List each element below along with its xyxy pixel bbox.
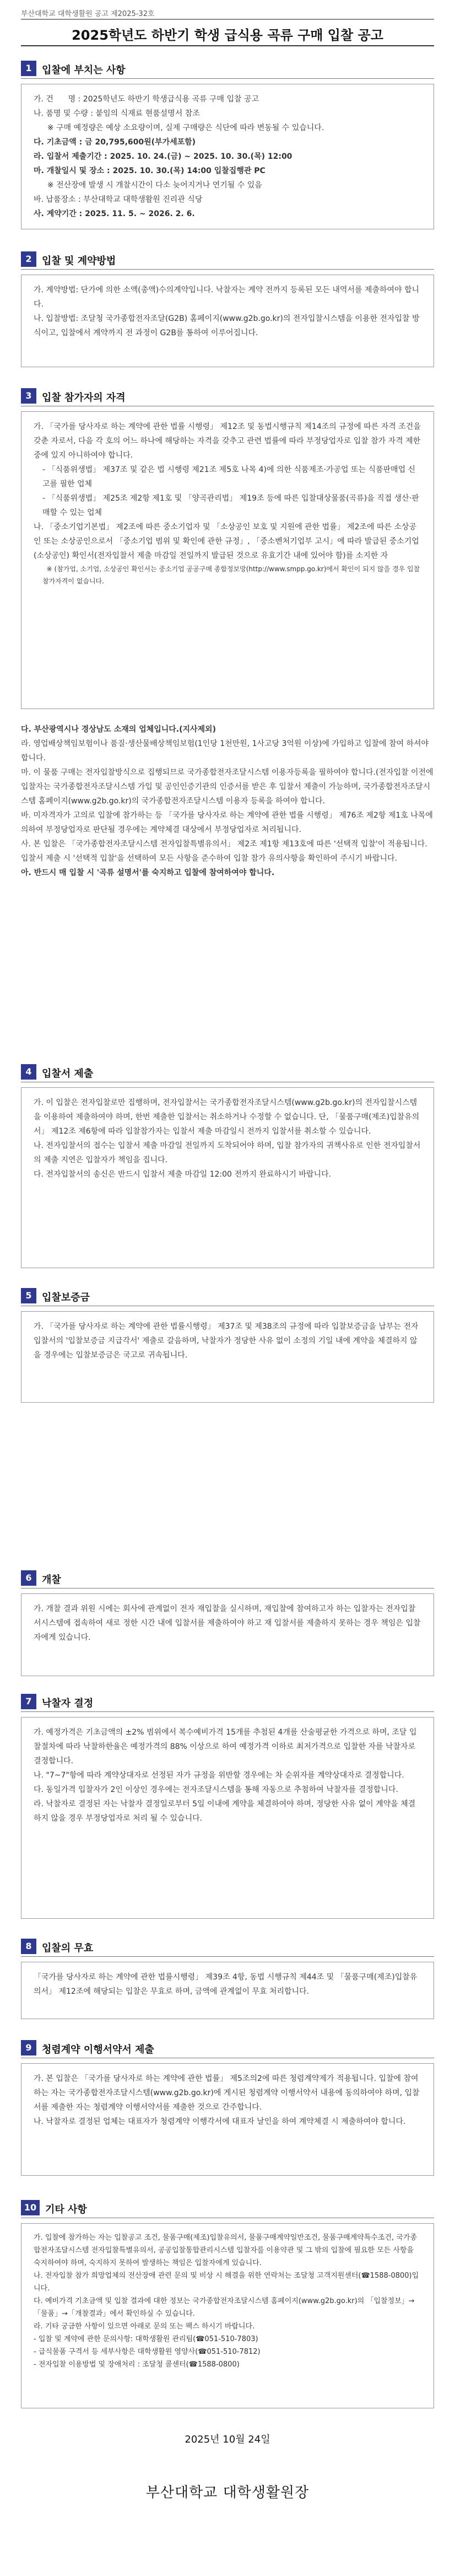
list-item: 가. 계약방법: 단가에 의한 소액(총액)수의계약입니다. 낙찰자는 계약 전까지 등록된 모든 내역서를 제출하여야 합니다. xyxy=(34,286,420,309)
section-divider xyxy=(21,1711,434,1712)
list-item: 바. 납품장소 : 부산대학교 대학생활원 진리관 식당 xyxy=(34,195,203,204)
section-divider xyxy=(21,1956,434,1957)
list-item: 나. 품명 및 수량 : 붙임의 식재료 현품설명서 참조 xyxy=(34,109,200,118)
section-number-badge: 7 xyxy=(21,1694,36,1709)
list-item: 다. 예비가격 기초금액 및 입찰 결과에 대한 정보는 국가종합전자조달시스템 홈페이지(www.g2b.go.kr)의 「입찰정보」→「물품」→「개찰결과」에서 확인하실 수 있습니다. xyxy=(34,2297,415,2318)
section-4-header xyxy=(21,1064,434,1081)
list-item: 라. 입찰서 제출기간 : 2025. 10. 24.(금) ~ 2025. 10. 30.(목) 12:00 xyxy=(34,152,292,161)
list-item: 사. 본 입찰은 「국가종합전자조달시스템 전자입찰특별유의서」 제2조 제1항 제13호에 따른 '선택적 입찰'이 적용됩니다. 입찰서 제출 시 '선택적 입찰'을 선택하여 모든 사항을 준수하여 입찰 참가 유의사항을 확인하여 주시기 바랍니다. xyxy=(21,840,430,863)
list-item: - 급식물품 구격서 등 세부사항은 대학생활원 영양사(☎051-510-7812) xyxy=(34,2348,261,2356)
section-5-box xyxy=(21,1311,434,1403)
section-8-box xyxy=(21,1962,434,2019)
list-item: ※ 전산장애 발생 시 개찰시간이 다소 늦어지거나 연기될 수 있음 xyxy=(42,181,262,190)
section-title: 개찰 xyxy=(42,1574,61,1586)
section-1-header xyxy=(21,61,434,77)
list-item: 나. 전자입찰서의 접수는 입찰서 제출 마감일 전일까지 도착되어야 하며, 입찰 참가자의 귀책사유로 인한 전자입찰서의 제출 지연은 입찰자가 책임을 집니다. xyxy=(34,1141,421,1164)
section-10-box xyxy=(21,2223,434,2408)
section-4-box xyxy=(21,1087,434,1268)
list-item: 라. 영업배상책임보험이나 품질·생산물배상책임보험(1인당 1천만원, 1사고당 3억원 이상)에 가입하고 입찰에 참여 하셔야 합니다. xyxy=(21,739,431,763)
section-title: 기타 사항 xyxy=(45,2204,87,2215)
section-10-header xyxy=(21,2200,434,2217)
section-number-badge: 8 xyxy=(21,1939,36,1954)
section-7-box xyxy=(21,1717,434,1919)
section-number-badge: 10 xyxy=(21,2200,40,2215)
list-item: ※ (참가업, 소기업, 소상공인 확인서는 중소기업 공공구매 종합정보망(http://www.smpp.go.kr)에서 확인이 되지 않을 경우 입찰참가자격이 없습니다. xyxy=(42,565,420,585)
section-3-box xyxy=(21,411,434,709)
top-divider xyxy=(21,19,434,20)
list-item: 가. 본 입찰은 「국가를 당사자로 하는 계약에 관한 법률」 제5조의2에 따른 청렴계약제가 적용됩니다. 입찰에 참여하는 자는 국가종합전자조달시스템(www.g2b.go.kr)에 게시된 청렴계약 이행서약서 내용에 동의하여야 하며, 입찰서를 제출한 자는 청렴계약 이행서약서를 제출한 것으로 간주합니다. xyxy=(34,2074,420,2112)
list-item: 다. 기초금액 : 금 20,795,600원(부가세포함) xyxy=(34,138,196,147)
section-2-header xyxy=(21,251,434,268)
section-9-box xyxy=(21,2063,434,2176)
list-item: 가. 건 명 : 2025학년도 하반기 학생급식용 곡류 구매 입찰 공고 xyxy=(34,95,259,104)
list-item: - 「식품위생법」 제37조 및 같은 법 시행령 제21조 제5호 나목 4)에 의한 식품제조·가공업 또는 식품판매업 신고를 필한 업체 xyxy=(42,465,416,489)
list-item: 나. "7~7"항에 따라 계약상대자로 선정된 자가 규정을 위반할 경우에는 차 순위자를 계약상대자로 결정합니다. xyxy=(34,1771,404,1780)
list-item: 다. 전자입찰서의 송신은 반드시 입찰서 제출 마감일 12:00 전까지 완료하시기 바랍니다. xyxy=(34,1170,332,1179)
list-item: 나. 입찰방법: 조달청 국가종합전자조달(G2B) 홈페이지(www.g2b.go.kr)의 전자입찰시스템을 이용한 전자입찰 방식이고, 입찰에서 계약까지 전 과정이 G2B를 통하여 이루어집니다. xyxy=(34,314,420,337)
section-title: 입찰 참가자의 자격 xyxy=(42,392,126,404)
list-item: 다. 동일가격 입찰자가 2인 이상인 경우에는 전자조달시스템을 통해 자동으로 추첨하여 낙찰자를 결정합니다. xyxy=(34,1785,398,1794)
section-7-header xyxy=(21,1694,434,1710)
notice-number: 부산대학교 대학생활원 공고 제2025-32호 xyxy=(21,10,155,18)
notice-date: 2025년 10월 24일 xyxy=(185,2434,270,2445)
list-item: 마. 이 물품 구매는 전자입찰방식으로 집행되므로 국가종합전자조달시스템 이용자등록을 필하여야 합니다.(전자입찰 이전에 입찰자는 국가종합전자조달시스템 가입 및 공인인증기관의 인증서를 받은 후 입찰서 제출이 가능하며, 국가종합전자조달시스템 홈페이지(www.g2b.go.kr)의 국가종합전자조달시스템 이용자 등록을 하여야 합니다. xyxy=(21,768,436,806)
list-item: 바. 미자격자가 고의로 입찰에 참가하는 등 「국가를 당사자로 하는 계약에 관한 법률 시행령」 제76조 제2항 제1호 나목에 의하여 부정당업자로 판단될 경우에는 계약체결 대상에서 부정당업자로 처리됩니다. xyxy=(21,811,436,834)
list-item: 가. 「국가를 당사자로 하는 계약에 관한 법률 시행령」 제12조 및 동법시행규칙 제14조의 규정에 따른 자격 조건을 갖춘 자로서, 다음 각 호의 어느 하나에 해당하는 자격을 갖추고 관련 법률에 따라 부정당업자로 입찰 참가 자격 제한 중에 있지 아니하여야 합니다. xyxy=(34,422,424,460)
list-item: 마. 개찰일시 및 장소 : 2025. 10. 30.(목) 14:00 입찰집행관 PC xyxy=(34,167,266,175)
section-1-box xyxy=(21,84,434,229)
list-item: - 「식품위생법」 제25조 제2항 제1호 및 「양곡관리법」 제19조 등에 따른 입찰대상물품(곡류)을 직접 생산·판매할 수 있는 업체 xyxy=(42,494,419,517)
list-item: 가. 입찰에 참가하는 자는 입찰공고 조건, 물품구매(제조)입찰유의서, 물품구매계약일반조건, 물품구매계약특수조건, 국가종합전자조달시스템 전자입찰특별유의서, 공공입찰통합관리시스템 입찰자를 이용약관 및 그 밖의 입찰에 필요한 모든 사항을 숙지하여야 하며, 숙지하지 못하여 발생하는 책임은 입찰자에게 있습니다. xyxy=(34,2234,417,2267)
section-title: 입찰서 제출 xyxy=(42,1068,94,1080)
list-item: 다. 부산광역시나 경상남도 소재의 업체입니다.(지사제외) xyxy=(21,725,216,734)
section-3-continued xyxy=(21,722,434,880)
section-number-badge: 3 xyxy=(21,388,36,404)
section-2-box xyxy=(21,275,434,367)
section-divider xyxy=(21,269,434,270)
list-item: 나. 전자입찰 참가 희망업체의 전산장애 관련 문의 및 비상 시 해결을 위한 연락처는 조달청 고객지원센터(☎1588-0800)입니다. xyxy=(34,2272,419,2293)
page-title: 2025학년도 하반기 학생 급식용 곡류 구매 입찰 공고 xyxy=(72,28,383,43)
section-title: 입찰보증금 xyxy=(42,1292,90,1303)
section-6-header xyxy=(21,1570,434,1587)
section-title: 입찰에 부치는 사항 xyxy=(42,65,126,76)
list-item: ※ 구매 예정량은 예상 소요량이며, 실제 구매량은 식단에 따라 변동될 수 있습니다. xyxy=(42,124,324,132)
title-divider xyxy=(21,45,434,46)
section-title: 입찰의 무효 xyxy=(42,1942,94,1954)
list-item: 가. 개찰 결과 위원 시에는 회사에 관계없이 전자 재입찰을 실시하며, 재입찰에 참여하고자 하는 입찰자는 전자입찰서시스템에 접속하여 새로 정한 시간 내에 입찰서를 제출하여야 하고 재 입찰서를 제출하지 못하는 경우 책임은 입찰자에게 있습니다. xyxy=(34,1604,421,1642)
issuer-name: 부산대학교 대학생활원장 xyxy=(145,2484,310,2501)
list-item: 아. 반드시 매 입찰 시 '곡류 설명서'를 숙지하고 입찰에 참여하여야 합니다. xyxy=(21,868,275,877)
list-item: 가. 이 입찰은 전자입찰로만 집행하며, 전자입찰서는 국가종합전자조달시스템(www.g2b.go.kr)의 전자입찰시스템을 이용하여 제출하여야 하며, 한번 제출한 입찰서는 취소하거나 수정할 수 없습니다. 단, 「물품구매(제조)입찰유의서」 제12조 제6항에 따라 입찰참가자는 입찰서 제출 마감일시 전까지 입찰서를 취소할 수 있습니다. xyxy=(34,1098,420,1136)
section-title: 입찰 및 계약방법 xyxy=(42,255,116,267)
list-item: 가. 「국가를 당사자로 하는 계약에 관한 법률시행령」 제37조 및 제38조의 규정에 따라 입찰보증금을 납부는 전자입찰서의 '입찰보증금 지급각서' 제출로 갈음하며, 낙찰자가 정당한 사유 없이 소정의 기일 내에 계약을 체결하지 않을 경우에는 입찰보증금은 국고로 귀속됩니다. xyxy=(34,1322,419,1360)
section-8-header xyxy=(21,1939,434,1955)
list-item: - 입찰 및 계약에 관한 문의사항: 대학생활원 관리팀(☎051-510-7803) xyxy=(34,2335,258,2343)
section-number-badge: 9 xyxy=(21,2040,36,2056)
section-number-badge: 2 xyxy=(21,251,36,267)
section-3-header xyxy=(21,388,434,405)
list-item: 나. 「중소기업기본법」 제2조에 따른 중소기업자 및 「소상공인 보호 및 지원에 관한 법률」 제2조에 따른 소상공인 또는 소상공인으로서 「중소기업 범위 및 확인에 관한 규정」, 「중소벤처기업부 고시」에 따라 발급된 중소기업(소상공인) 확인서(전자입찰서 제출 마감일 전일까지 발급된 것으로 유효기간 내에 있어야 함)를 소지한 자 xyxy=(34,523,419,560)
section-number-badge: 6 xyxy=(21,1570,36,1586)
section-number-badge: 1 xyxy=(21,61,36,76)
section-5-header xyxy=(21,1288,434,1305)
list-item: - 전자입찰 이용방법 및 장애처리 : 조달청 콜센터(☎1588-0800) xyxy=(34,2360,240,2369)
section-number-badge: 4 xyxy=(21,1064,36,1080)
list-item: 라. 기타 궁금한 사항이 있으면 아래로 문의 또는 팩스 하시기 바랍니다. xyxy=(34,2322,255,2331)
section-6-box xyxy=(21,1593,434,1676)
section-9-header xyxy=(21,2040,434,2057)
section-title: 낙찰자 결정 xyxy=(42,1698,94,1709)
list-item: 가. 예정가격은 기초금액의 ±2% 범위에서 복수예비가격 15개를 추첨된 4개를 산술평균한 가격으로 하며, 조달 입찰절차에 따라 낙찰하한율은 예정가격의 88% 이상으로 하여 예정가격 이하로 최저가격으로 입찰한 자를 낙찰자로 결정합니다. xyxy=(34,1728,418,1765)
section-title: 청렴계약 이행서약서 제출 xyxy=(42,2044,154,2056)
list-item: 나. 낙찰자로 결정된 업체는 대표자가 청렴계약 이행각서에 대표자 날인을 하여 계약체결 시 제출하여야 합니다. xyxy=(34,2117,406,2126)
section-divider xyxy=(21,78,434,79)
list-item: 사. 계약기간 : 2025. 11. 5. ~ 2026. 2. 6. xyxy=(34,210,195,218)
list-item: 「국가를 당사자로 하는 계약에 관한 법률시행령」 제39조 4항, 동법 시행규칙 제44조 및 「물품구매(제조)입찰유의서」 제12조에 해당되는 입찰은 무효로 하며, 금액에 관계없이 무효 처리합니다. xyxy=(34,1973,418,1996)
list-item: 라. 낙찰자로 결정된 자는 낙찰자 결정일로부터 5일 이내에 계약을 체결하여야 하며, 정당한 사유 없이 계약을 체결하지 않을 경우 부정당업자로 처리 될 수 있습니다. xyxy=(34,1800,416,1823)
section-number-badge: 5 xyxy=(21,1288,36,1303)
